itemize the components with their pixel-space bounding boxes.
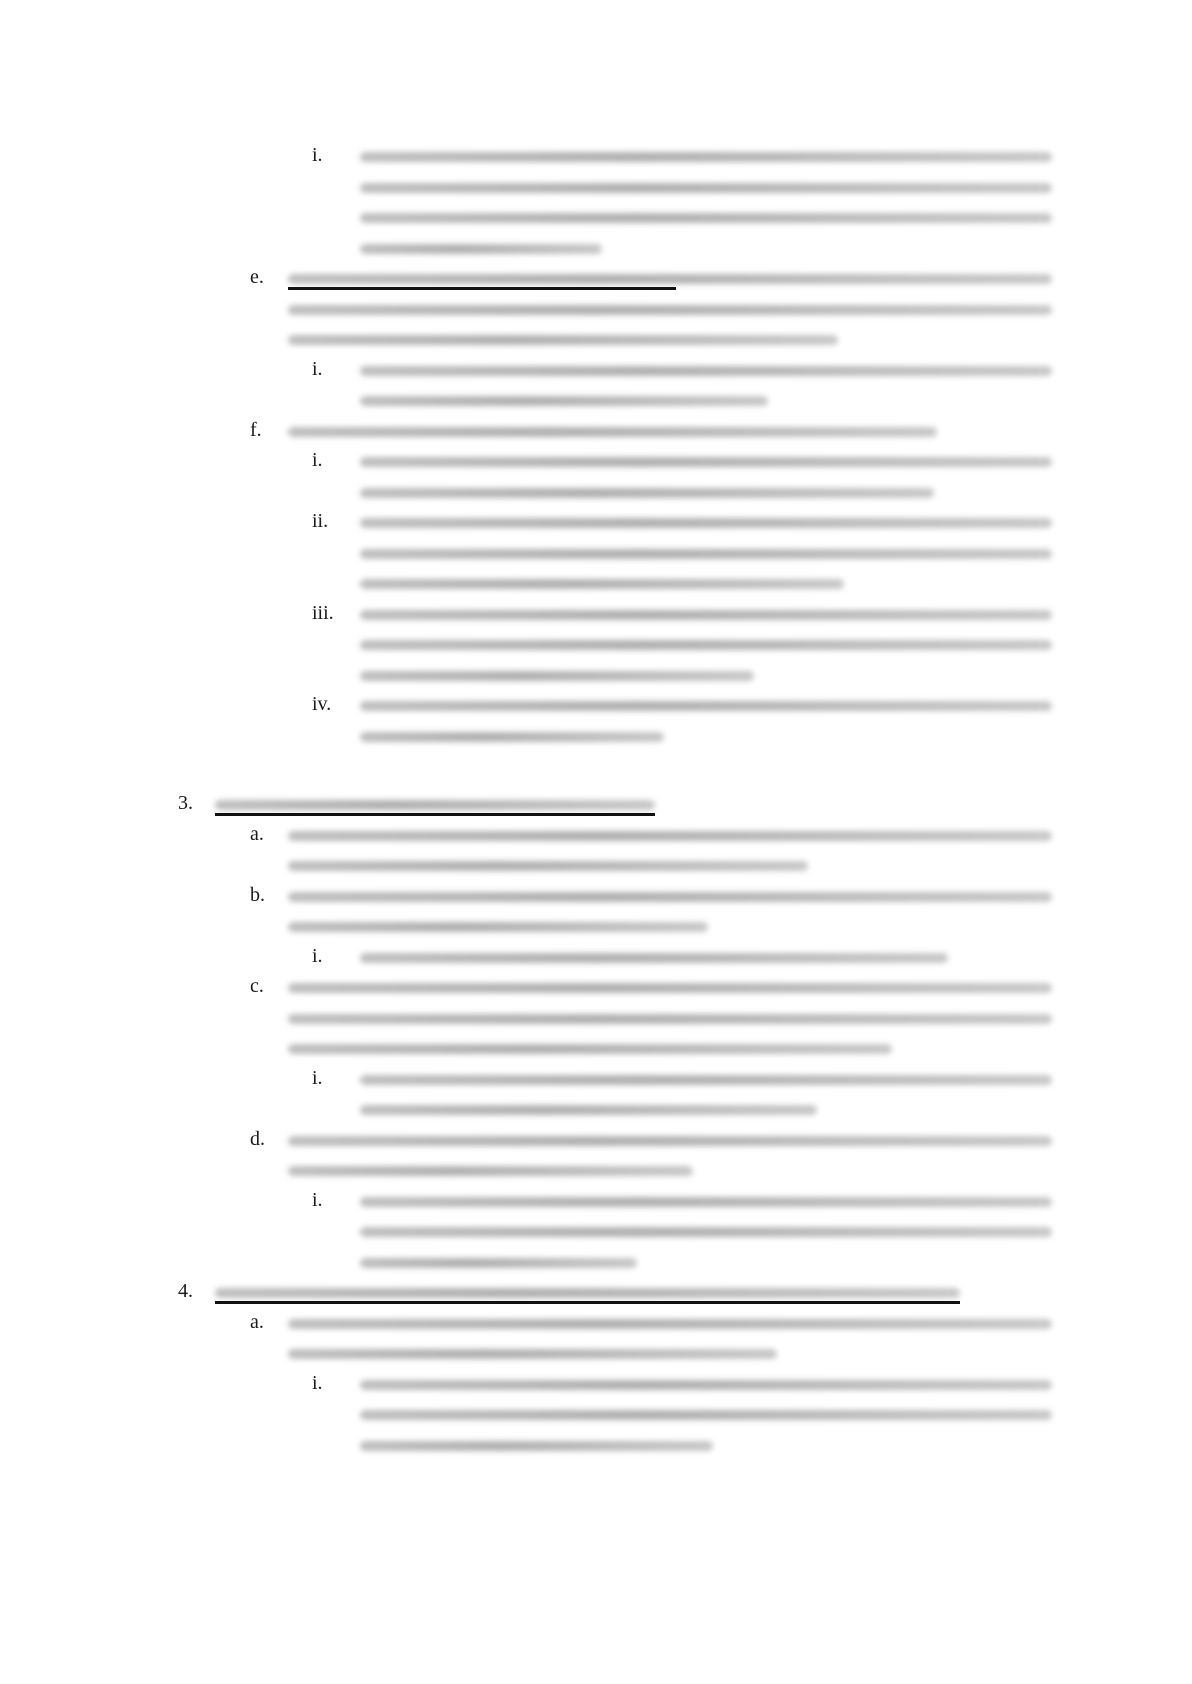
lead-underline [288,287,676,290]
blurred-text-line [360,579,844,589]
blurred-text-line [288,892,1052,902]
list-item [0,1185,1192,1277]
list-item [0,1307,1192,1368]
blurred-text-line [288,305,1052,315]
list-marker: i. [312,357,323,380]
list-marker: f. [250,418,262,441]
list-marker: e. [250,266,264,288]
list-item [0,1124,1192,1185]
list-marker: i. [312,449,323,471]
blurred-text-line [360,953,948,963]
list-item [0,880,1192,941]
list-marker: 3. [178,792,193,814]
blurred-text-line [360,640,1052,650]
list-item [0,140,1192,262]
list-item [0,941,1192,972]
blurred-text-line [288,427,937,437]
list-item [0,1063,1192,1124]
blurred-text-line [360,549,1052,559]
list-marker: i. [312,144,323,166]
list-marker: i. [312,1188,323,1211]
blurred-text-line [288,1044,892,1054]
blurred-text-line [360,213,1052,223]
blurred-text-line [360,396,768,406]
blurred-text-line [288,861,808,871]
blurred-text-line [360,732,664,742]
list-marker: iii. [312,601,334,624]
blurred-text-line [360,1075,1052,1085]
blurred-text-line [360,1441,713,1451]
blurred-text-line [288,1136,1052,1146]
blurred-text-line [360,457,1052,467]
blurred-text-line [360,1105,817,1115]
blurred-text-line [360,671,754,681]
blurred-text-line [215,1288,960,1298]
list-marker: b. [250,883,265,906]
blurred-text-line [360,1227,1052,1237]
list-item [0,354,1192,415]
blurred-text-line [215,800,655,810]
blurred-text-line [288,831,1052,841]
list-item [0,598,1192,690]
blurred-text-line [360,1380,1052,1390]
section-heading [0,1276,1192,1307]
blurred-text-line [360,183,1052,193]
blurred-text-line [360,610,1052,620]
blurred-text-line [288,1319,1052,1329]
list-item [0,1368,1192,1460]
blurred-text-line [360,701,1052,711]
blurred-text-line [360,1410,1052,1420]
list-item [0,971,1192,1063]
heading-underline [215,1301,960,1304]
list-item [0,506,1192,598]
list-marker: 4. [178,1280,193,1302]
list-item [0,445,1192,506]
blurred-text-line [288,1349,777,1359]
list-marker: i. [312,1066,323,1089]
blurred-text-line [288,1014,1052,1024]
list-marker: i. [312,1371,323,1394]
heading-underline [215,813,655,816]
blurred-text-line [288,335,838,345]
list-marker: ii. [312,510,329,532]
blurred-text-line [288,922,708,932]
list-marker: c. [250,975,264,997]
list-marker: i. [312,944,323,967]
list-item [0,819,1192,880]
list-item [0,262,1192,354]
blurred-text-line [360,1197,1052,1207]
blurred-text-line [288,983,1052,993]
blurred-text-line [288,274,1052,284]
list-marker: d. [250,1127,265,1150]
blurred-text-line [288,1166,693,1176]
list-marker: a. [250,1310,264,1333]
blurred-text-line [360,244,602,254]
blurred-text-line [360,152,1052,162]
list-marker: a. [250,822,264,845]
list-marker: iv. [312,693,332,715]
list-item [0,689,1192,750]
blurred-text-line [360,518,1052,528]
blurred-text-line [360,488,934,498]
section-heading [0,788,1192,819]
blurred-text-line [360,366,1052,376]
blurred-text-line [360,1258,637,1268]
list-item [0,415,1192,446]
